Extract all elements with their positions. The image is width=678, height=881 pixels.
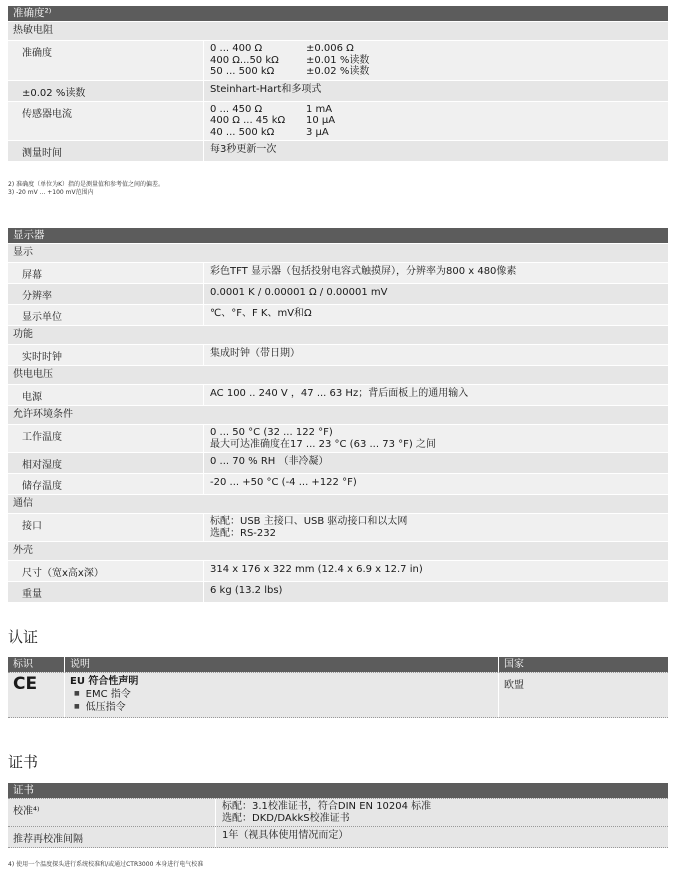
footnotes xyxy=(8,181,164,197)
column-header: 说明 xyxy=(65,657,499,672)
display-title: 显示器 xyxy=(8,228,668,243)
row-value: 314 x 176 x 322 mm (12.4 x 6.9 x 12.7 in) xyxy=(203,561,668,581)
accuracy-title: 准确度²⁾ xyxy=(8,6,668,21)
accuracy-section xyxy=(8,6,668,161)
row-value: 0 ... 50 °C (32 ... 122 °F) xyxy=(210,427,333,438)
approvals-table xyxy=(8,657,668,718)
row-label: 推荐再校准间隔 xyxy=(13,834,83,845)
display-section xyxy=(8,228,668,602)
spec-row xyxy=(8,304,668,325)
row-value: 6 kg (13.2 lbs) xyxy=(203,582,668,602)
accuracy-row xyxy=(8,40,668,80)
directive-item: ■ 低压指令 xyxy=(70,701,493,714)
group-category: 功能 xyxy=(8,325,668,344)
row-label: ±0.02 %读数 xyxy=(22,87,86,99)
row-value: Steinhart-Hart和多项式 xyxy=(203,81,668,101)
row-label: 测量时间 xyxy=(22,148,62,159)
column-header: 标识 xyxy=(8,657,65,672)
row-value: 1年（视具体使用情况而定） xyxy=(215,827,668,847)
column-header: 国家 xyxy=(504,659,524,670)
group-category: 供电电压 xyxy=(8,365,668,384)
row-value: 最大可达准确度在17 ... 23 °C (63 ... 73 °F) 之间 xyxy=(210,438,436,450)
row-label: 电源 xyxy=(22,392,42,403)
accuracy-value: ±0.01 %读数 xyxy=(306,54,370,66)
country-value: 欧盟 xyxy=(504,680,524,691)
row-label: 工作温度 xyxy=(22,432,62,443)
group-category: 允许环境条件 xyxy=(8,405,668,424)
approval-row xyxy=(8,672,668,718)
row-value: 0.0001 K / 0.00001 Ω / 0.00001 mV xyxy=(203,284,668,304)
row-value: ℃、°F、F K、mV和Ω xyxy=(203,305,668,325)
row-value: 每3秒更新一次 xyxy=(203,141,668,161)
accuracy-value: ±0.006 Ω xyxy=(306,43,354,54)
row-label: 尺寸（宽x高x深） xyxy=(22,568,104,579)
footnote: 2) 准确度（单位为K）指的是测量值和参考值之间的偏差。 xyxy=(8,181,165,188)
spec-row xyxy=(8,344,668,365)
approvals-header-row xyxy=(8,657,668,672)
spec-row xyxy=(8,560,668,581)
row-label: 准确度 xyxy=(22,48,52,59)
cert-row xyxy=(8,826,668,848)
row-label: 屏幕 xyxy=(22,270,42,281)
row-label: 校准⁴⁾ xyxy=(13,806,40,817)
current-value: 10 μA xyxy=(306,115,336,126)
range-value: 0 ... 400 Ω xyxy=(210,43,263,54)
row-value: AC 100 .. 240 V ，47 ... 63 Hz；背后面板上的通用输入 xyxy=(203,385,668,405)
spec-row xyxy=(8,513,668,541)
certificates-section xyxy=(8,783,668,848)
range-value: 400 Ω ... 45 kΩ xyxy=(210,115,286,126)
row-label: 接口 xyxy=(22,521,42,532)
row-value: 集成时钟（带日期） xyxy=(203,345,668,365)
row-label: 实时时钟 xyxy=(22,352,62,363)
row-label: 显示单位 xyxy=(22,312,62,323)
range-value: 400 Ω...50 kΩ xyxy=(210,54,279,66)
group-category: 显示 xyxy=(8,243,668,262)
accuracy-category: 热敏电阻 xyxy=(8,21,668,40)
spec-row xyxy=(8,283,668,304)
footnote: 3) -20 mV ... +100 mV范围内 xyxy=(8,189,94,196)
row-value: 标配：USB 主接口、USB 驱动接口和以太网 xyxy=(210,516,408,527)
accuracy-value: ±0.02 %读数 xyxy=(306,66,370,77)
certificates-title: 证书 xyxy=(8,783,668,798)
row-value: 标配：3.1校准证书，符合DIN EN 10204 标准 xyxy=(222,801,432,812)
certificates-heading: 证书 xyxy=(8,753,39,771)
row-value: -20 ... +50 °C (-4 ... +122 °F) xyxy=(203,474,668,494)
current-value: 1 mA xyxy=(306,103,333,115)
spec-row xyxy=(8,452,668,473)
range-value: 50 ... 500 kΩ xyxy=(210,66,275,77)
spec-row xyxy=(8,424,668,452)
spec-row xyxy=(8,384,668,405)
row-value: 选配：DKD/DAkkS校准证书 xyxy=(222,812,350,824)
conversion-row xyxy=(8,80,668,101)
sensor-current-row xyxy=(8,101,668,141)
directive-item: ■ EMC 指令 xyxy=(70,688,493,701)
row-value: 彩色TFT 显示器（包括投射电容式触摸屏），分辨率为800 x 480像素 xyxy=(203,263,668,283)
row-value: 0 ... 70 % RH （非冷凝） xyxy=(203,453,668,473)
row-label: 重量 xyxy=(22,589,42,600)
spec-row xyxy=(8,581,668,602)
range-value: 40 ... 500 kΩ xyxy=(210,126,275,138)
group-category: 外壳 xyxy=(8,541,668,560)
approvals-heading: 认证 xyxy=(8,628,39,646)
group-category: 通信 xyxy=(8,494,668,513)
row-label: 传感器电流 xyxy=(22,108,72,120)
row-label: 分辨率 xyxy=(22,291,52,302)
row-value: 选配：RS-232 xyxy=(210,527,276,539)
measurement-time-row xyxy=(8,140,668,161)
ce-mark-icon: CE xyxy=(8,673,65,717)
row-label: 储存温度 xyxy=(22,481,62,492)
row-label: 相对湿度 xyxy=(22,460,62,471)
spec-row xyxy=(8,473,668,494)
cert-row xyxy=(8,798,668,826)
range-value: 0 ... 450 Ω xyxy=(210,103,263,115)
spec-row xyxy=(8,262,668,283)
current-value: 3 μA xyxy=(306,126,329,138)
footnote: 4) 使用一个温度探头进行系统校准和/或通过CTR3000 本身进行电气校准 xyxy=(8,861,204,868)
declaration-title: EU 符合性声明 xyxy=(70,676,139,687)
